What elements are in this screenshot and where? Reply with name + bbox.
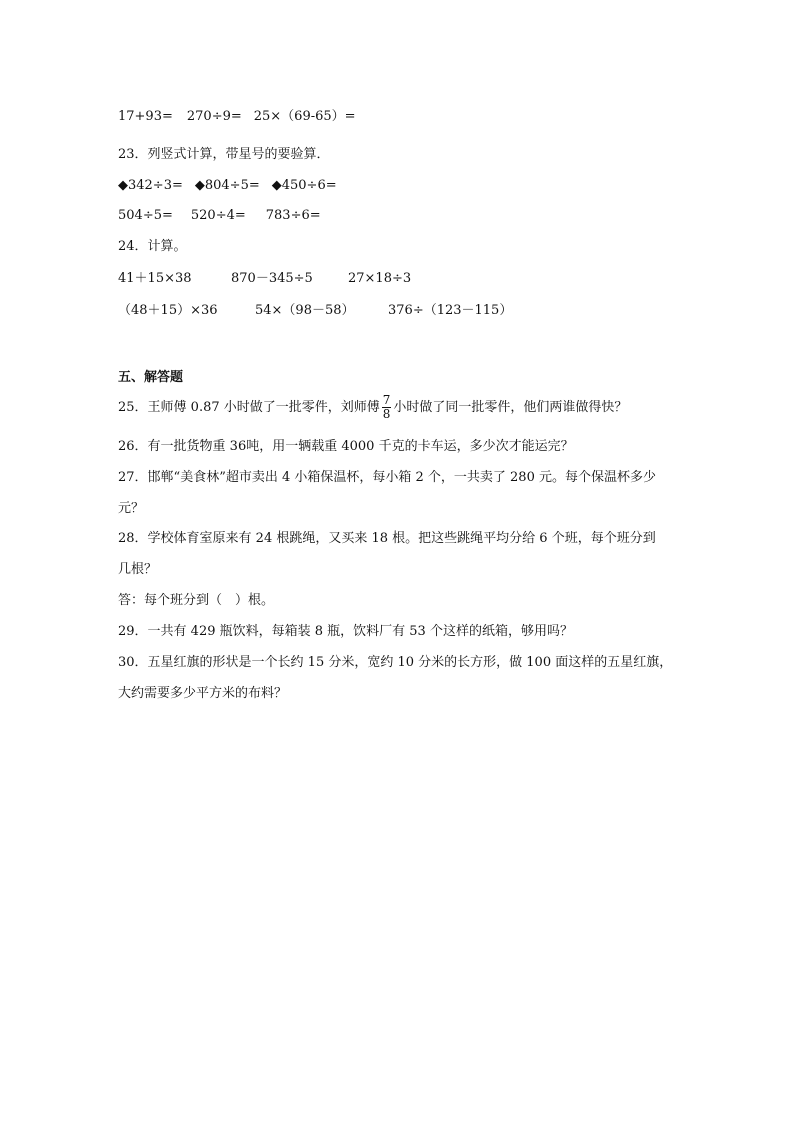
q30-line2: 大约需要多少平方米的布料？ <box>118 686 288 701</box>
q24-expr-4: （48＋15）×36 <box>118 303 218 318</box>
q23-expr-5: 520÷4= <box>190 208 246 223</box>
q24-title: 24．计算。 <box>118 239 187 254</box>
q28-answer: 答：每个班分到（ ）根。 <box>118 593 275 608</box>
expr-2: 270÷9= <box>186 109 242 124</box>
q23-row2 <box>118 207 321 225</box>
q25 <box>118 393 627 423</box>
q24-expr-5: 54×（98－58） <box>255 303 355 318</box>
expr-3: 25×（69-65）= <box>253 109 356 124</box>
q28-line1: 28．学校体育室原来有 24 根跳绳，又买来 18 根。把这些跳绳平均分给 6 个班，每个班分到 <box>118 531 656 546</box>
q23-expr-2: ◆804÷5= <box>194 178 260 193</box>
q27-line2: 元？ <box>118 501 145 516</box>
q29: 29．一共有 429 瓶饮料，每箱装 8 瓶，饮料厂有 53 个这样的纸箱，够用吗？ <box>118 624 573 639</box>
q27-line1: 27．邯郸“美食林”超市卖出 4 小箱保温杯，每小箱 2 个，一共卖了 280 元。每个保温杯多少 <box>118 470 656 485</box>
q23-expr-4: 504÷5= <box>118 208 173 223</box>
q23-expr-1: ◆342÷3= <box>118 178 183 193</box>
q24-expr-2: 870－345÷5 <box>231 271 313 286</box>
fraction-seven-eighths <box>382 394 392 421</box>
q30-line1: 30．五星红旗的形状是一个长约 15 分米，宽约 10 分米的长方形，做 100 面这样的五星红旗， <box>118 655 673 670</box>
fraction-denominator: 8 <box>382 407 391 421</box>
q24-expr-6: 376÷（123－115） <box>388 303 513 318</box>
q23-expr-3: ◆450÷6= <box>271 178 337 193</box>
q25-text-before: 25．王师傅 0.87 小时做了一批零件，刘师傅 <box>118 400 380 415</box>
fraction-numerator: 7 <box>382 393 391 407</box>
expr-1: 17+93= <box>118 109 173 124</box>
q24-expr-1: 41＋15×38 <box>118 271 192 286</box>
q23-row1 <box>118 177 337 195</box>
calc-row-top <box>118 108 356 126</box>
section-heading: 五、解答题 <box>118 370 184 385</box>
q26: 26．有一批货物重 36吨，用一辆载重 4000 千克的卡车运，多少次才能运完？ <box>118 439 574 454</box>
q23-expr-6: 783÷6= <box>265 208 321 223</box>
q25-text-after: 小时做了同一批零件，他们两谁做得快？ <box>393 400 628 415</box>
q24-expr-3: 27×18÷3 <box>348 271 412 286</box>
q23-title: 23．列竖式计算，带星号的要验算． <box>118 147 330 162</box>
q28-line2: 几根？ <box>118 562 158 577</box>
